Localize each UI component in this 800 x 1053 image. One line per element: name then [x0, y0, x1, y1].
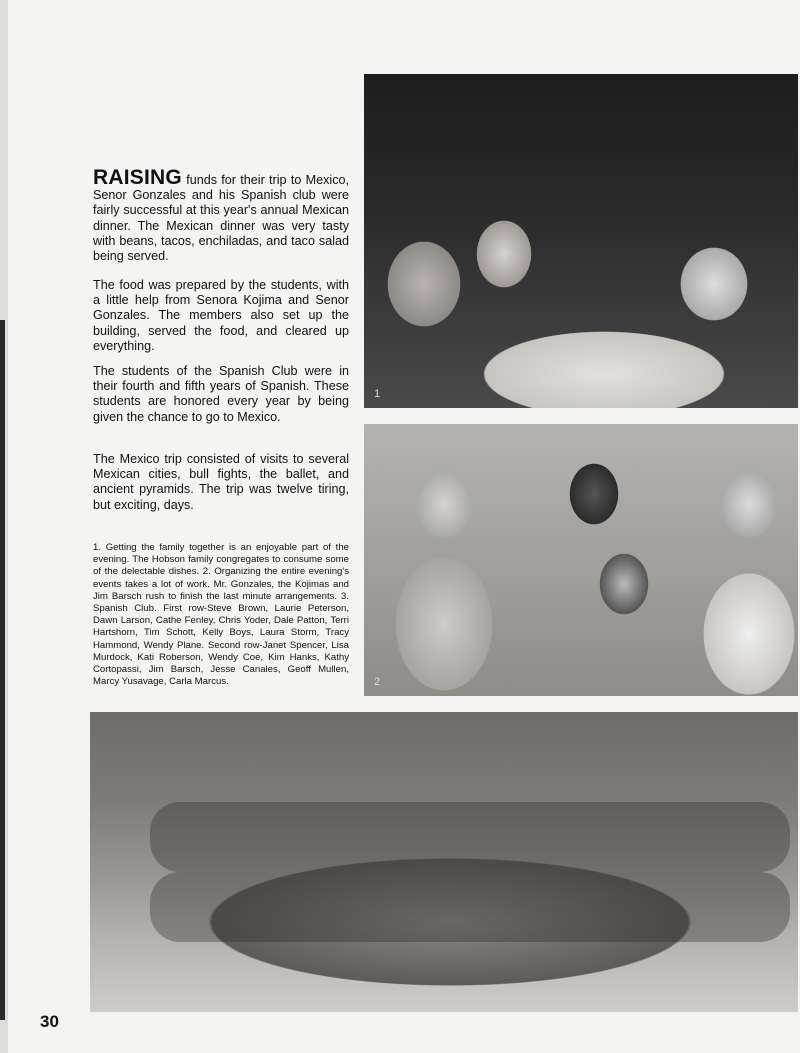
- group-front-row: [150, 872, 790, 942]
- photo-caption: 1. Getting the family together is an enjoyable part of the evening. The Hobson family congregates to consume some of the delectable dishes. 2. Organizing the entire evening's events takes a lot of work. Mr. Gonzales, the Kojimas and Jim Barsch rush to finish the last minute arrangements. 3. Spanish Club. First row-Steve Brown, Laurie Peterson, Dawn Larson, Cathe Fenley, Chris Yoder, Dale Patton, Terri Hartshorn, Tim Schott, Kelly Boys, Laura Storm, Tracy Hammond, Wendy Plane. Second row-Janet Spencer, Lisa Murdock, Kati Roberson, Wendy Coe, Kim Hanks, Kathy Cortopassi, Jim Barsch, Jesse Canales, Geoff Mullen, Marcy Yusavage, Carla Marcus.: [93, 542, 349, 688]
- photo-number: 2: [374, 676, 381, 688]
- group-back-row: [150, 802, 790, 872]
- photo-organizers: [364, 424, 798, 696]
- article-paragraph-3: The students of the Spanish Club were in their fourth and fifth years of Spanish. These students are honored every year by being given the chance to go to Mexico.: [93, 364, 349, 424]
- paragraph-text: funds for their trip to Mexico, Senor Gonzales and his Spanish club were fairly successful at this year's annual Mexican dinner. The Mexican dinner was very tasty with beans, tacos, enchiladas, and taco salad being served.: [93, 173, 349, 264]
- article-paragraph-2: The food was prepared by the students, with a little help from Senora Kojima and Senor Gonzales. The members also set up the building, served the food, and cleared up everything.: [93, 278, 349, 353]
- page-edge: [0, 0, 8, 1053]
- photo-family-dinner: [364, 74, 798, 408]
- photo-spanish-club-group: [90, 712, 798, 1012]
- article-paragraph-1: [93, 166, 349, 264]
- page-number: 30: [40, 1012, 59, 1031]
- article-paragraph-4: The Mexico trip consisted of visits to several Mexican cities, bull fights, the ballet, and ancient pyramids. The trip was twelve tiring, but exciting, days.: [93, 452, 349, 512]
- page-edge-tab: [0, 320, 5, 1020]
- photo-number: 1: [374, 388, 381, 400]
- lead-word: RAISING: [93, 166, 182, 189]
